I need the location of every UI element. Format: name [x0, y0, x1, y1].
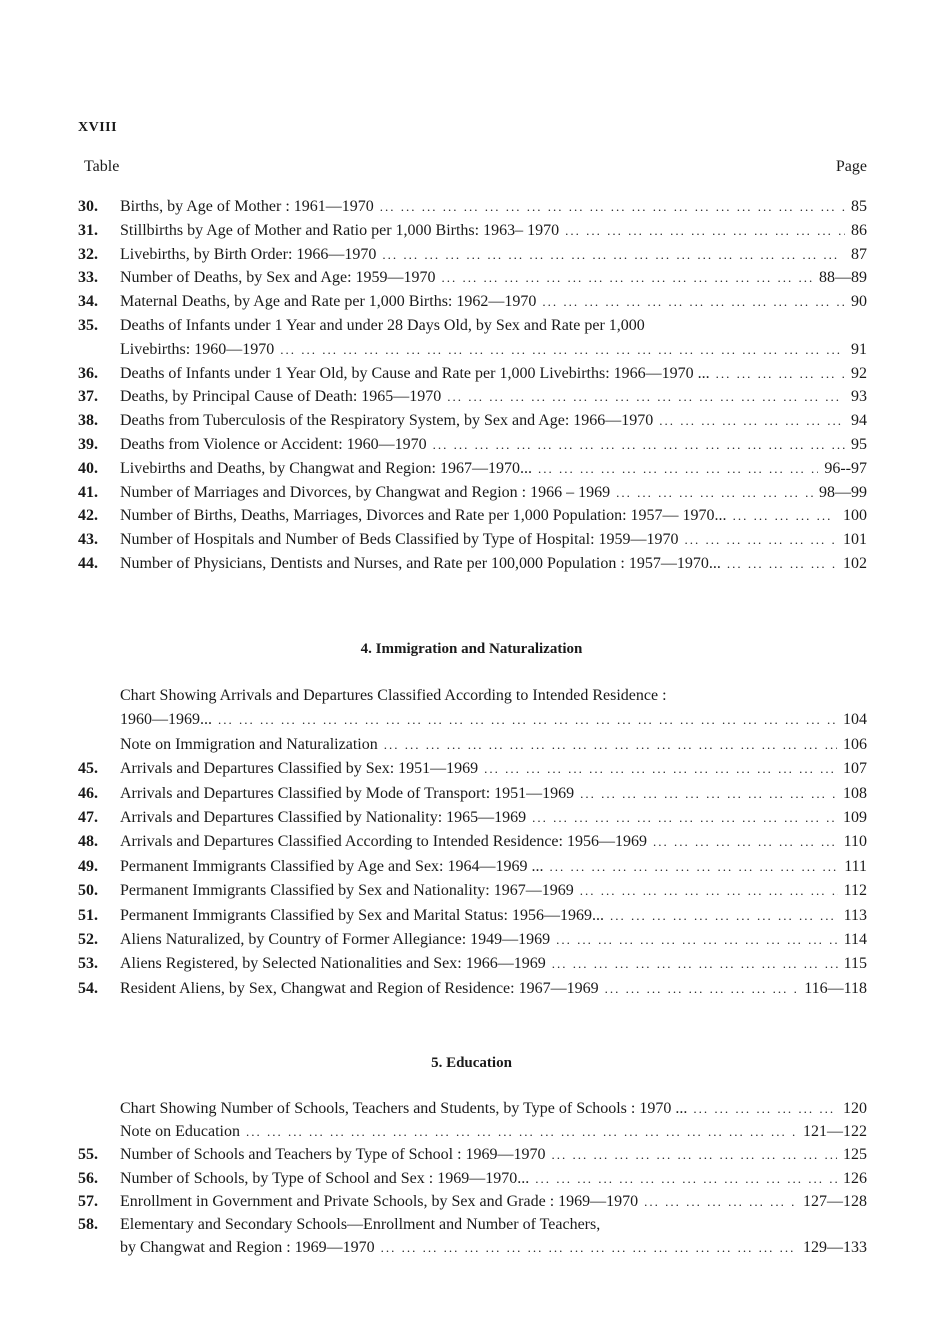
toc-entry-page: 108 [843, 784, 867, 802]
toc-entry-page: 93 [851, 388, 867, 406]
toc-entry-title: Deaths of Infants under 1 Year and under 28 Days Old, by Sex and Rate per 1,000 [120, 316, 645, 334]
toc-entry-page: 116—118 [804, 979, 867, 997]
toc-entry-title: Livebirths, by Birth Order: 1966—1970 [120, 245, 377, 263]
toc-entry [78, 952, 867, 976]
toc-entry-number: 34. [78, 293, 98, 311]
toc-entry [78, 290, 867, 314]
toc-entry-title: Deaths from Tuberculosis of the Respiratory System, by Sex and Age: 1966—1970 [120, 412, 654, 430]
toc-entry [78, 855, 867, 879]
toc-entry-title: Number of Schools, by Type of School and Sex : 1969—1970... [120, 1169, 530, 1187]
toc-entry-number: 51. [78, 906, 98, 924]
dot-leader [550, 855, 839, 878]
toc-entry-number: 44. [78, 554, 98, 572]
toc-entry [78, 1236, 867, 1259]
dot-leader [484, 757, 837, 780]
toc-entry-number: 31. [78, 221, 98, 239]
toc-entry [78, 314, 867, 338]
toc-entry-number: 48. [78, 833, 98, 851]
toc-entry-title: Deaths from Violence or Accident: 1960—1970 [120, 435, 427, 453]
toc-entry [78, 708, 867, 732]
toc-entry-title: Maternal Deaths, by Age and Rate per 1,000 Births: 1962—1970 [120, 293, 537, 311]
toc-entry-title: Aliens Registered, by Selected Nationalities and Sex: 1966—1969 [120, 955, 546, 973]
toc-entry-page: 121—122 [803, 1123, 867, 1141]
toc-entry-title: Number of Marriages and Divorces, by Changwat and Region : 1966 – 1969 [120, 483, 611, 501]
toc-entry-page: 94 [851, 412, 867, 430]
dot-leader [552, 1143, 837, 1166]
toc-entry-title: Chart Showing Number of Schools, Teachers and Students, by Type of Schools : 1970 ... [120, 1100, 688, 1117]
toc-entry [78, 879, 867, 903]
toc-entry-title: Note on Immigration and Naturalization [120, 735, 378, 753]
dot-leader [716, 362, 845, 385]
dot-leader [535, 1167, 837, 1190]
dot-leader [246, 1120, 797, 1143]
toc-entry-title: Deaths, by Principal Cause of Death: 1965—1970 [120, 388, 442, 406]
toc-entry-title: 1960—1969... [120, 711, 212, 729]
column-header [84, 158, 867, 176]
toc-entry-title: Number of Schools and Teachers by Type of School : 1969—1970 [120, 1146, 546, 1164]
toc-entry-number: 37. [78, 388, 98, 406]
section-heading-education: 5. Education [431, 1055, 512, 1071]
toc-entry-title: Deaths of Infants under 1 Year Old, by Cause and Rate per 1,000 Livebirths: 1966—1970 ... [120, 364, 710, 382]
toc-entry-number: 42. [78, 507, 98, 525]
toc-entry-number: 43. [78, 531, 98, 549]
page-number: XVIII [78, 120, 118, 135]
toc-entry [78, 904, 867, 928]
toc-entry-number: 49. [78, 857, 98, 875]
toc-entry-title: Arrivals and Departures Classified According to Intended Residence: 1956—1969 [120, 833, 647, 851]
toc-entry-page: 111 [844, 857, 867, 875]
toc-entry-page: 96--97 [824, 459, 867, 477]
toc-entry-number: 57. [78, 1192, 98, 1210]
toc-entry [78, 219, 867, 243]
toc-entry-number: 33. [78, 269, 98, 287]
toc-entry [78, 782, 867, 806]
toc-entry-page: 109 [843, 808, 867, 826]
toc-entry [78, 757, 867, 781]
dot-leader [685, 528, 837, 551]
toc-entry-number: 39. [78, 435, 98, 453]
dot-leader [552, 952, 838, 975]
toc-entry-title: Stillbirths by Age of Mother and Ratio per 1,000 Births: 1963– 1970 [120, 221, 560, 239]
toc-entry [78, 1143, 867, 1166]
dot-leader [565, 219, 845, 242]
toc-entry-page: 125 [843, 1146, 867, 1164]
toc-entry-number: 36. [78, 364, 98, 382]
toc-entry [78, 243, 867, 267]
toc-entry [78, 457, 867, 481]
toc-entry-title: Arrivals and Departures Classified by Mode of Transport: 1951—1969 [120, 784, 575, 802]
toc-entry-title: Permanent Immigrants Classified by Age and Sex: 1964—1969 ... [120, 857, 544, 875]
toc-entry-page: 91 [851, 340, 867, 358]
toc-entry [78, 195, 867, 219]
toc-entry [78, 1190, 867, 1213]
table-column-label: Table [84, 158, 120, 175]
toc-entry-number: 54. [78, 979, 98, 997]
toc-entry-title: Permanent Immigrants Classified by Sex and Nationality: 1967—1969 [120, 882, 574, 900]
dot-leader [442, 266, 813, 289]
toc-entry-page: 104 [843, 711, 867, 729]
toc-entry-title: Enrollment in Government and Private Schools, by Sex and Grade : 1969—1970 [120, 1192, 639, 1210]
toc-entry [78, 504, 867, 528]
toc-entry [78, 684, 867, 708]
toc-entry-number: 41. [78, 483, 98, 501]
toc-entry [78, 1213, 867, 1236]
dot-leader [538, 457, 818, 480]
toc-entry-page: 87 [851, 245, 867, 263]
toc-entry-page: 129—133 [803, 1239, 867, 1257]
toc-entry-number: 52. [78, 930, 98, 948]
toc-entry-number: 46. [78, 784, 98, 802]
toc-entry-page: 88—89 [819, 269, 867, 287]
toc-entry-title: by Changwat and Region : 1969—1970 [120, 1239, 375, 1257]
toc-entry-title: Aliens Naturalized, by Country of Former Allegiance: 1949—1969 [120, 930, 551, 948]
toc-entry [78, 362, 867, 386]
toc-entry-title: Note on Education [120, 1123, 240, 1141]
dot-leader [433, 433, 845, 456]
toc-entry-page: 115 [843, 955, 867, 973]
toc-entry-page: 126 [843, 1169, 867, 1187]
toc-entry-number: 35. [78, 316, 98, 334]
immigration-table-list [78, 684, 867, 1001]
dot-leader [218, 708, 837, 731]
toc-entry-title: Livebirths and Deaths, by Changwat and Region: 1967—1970... [120, 459, 532, 477]
dot-leader [693, 1097, 837, 1120]
toc-entry [78, 409, 867, 433]
toc-entry-page: 114 [843, 930, 867, 948]
toc-entry-title: Permanent Immigrants Classified by Sex and Marital Status: 1956—1969... [120, 906, 604, 924]
toc-entry-page: 100 [843, 507, 867, 525]
toc-entry-page: 112 [843, 882, 867, 900]
toc-entry-page: 106 [843, 735, 867, 753]
dot-leader [733, 504, 837, 527]
dot-leader [659, 409, 845, 432]
dot-leader [610, 904, 838, 927]
dot-leader [532, 806, 837, 829]
toc-entry-title: Arrivals and Departures Classified by Sex: 1951—1969 [120, 760, 479, 778]
toc-entry-number: 32. [78, 245, 98, 263]
education-table-list [78, 1097, 867, 1259]
toc-entry-page: 85 [851, 198, 867, 215]
dot-leader [605, 977, 799, 1000]
toc-entry [78, 266, 867, 290]
toc-entry-title: Resident Aliens, by Sex, Changwat and Region of Residence: 1967—1969 [120, 979, 599, 997]
toc-entry-number: 38. [78, 412, 98, 430]
dot-leader [280, 338, 845, 361]
toc-entry [78, 928, 867, 952]
toc-entry-number: 40. [78, 459, 98, 477]
toc-entry-page: 98—99 [819, 483, 867, 501]
toc-entry-title: Chart Showing Arrivals and Departures Classified According to Intended Residence : [120, 687, 667, 704]
toc-entry [78, 552, 867, 576]
toc-entry-page: 107 [843, 760, 867, 778]
dot-leader [380, 195, 845, 218]
dot-leader [556, 928, 837, 951]
toc-entry-page: 113 [843, 906, 867, 924]
toc-entry-number: 30. [78, 198, 98, 215]
toc-entry-number: 45. [78, 760, 98, 778]
toc-entry-title: Number of Deaths, by Sex and Age: 1959—1970 [120, 269, 436, 287]
section-heading-immigration: 4. Immigration and Naturalization [360, 641, 583, 657]
toc-entry [78, 1167, 867, 1190]
toc-entry-page: 90 [851, 293, 867, 311]
toc-entry [78, 481, 867, 505]
toc-entry-title: Number of Physicians, Dentists and Nurses, and Rate per 100,000 Population : 1957—1970... [120, 554, 721, 572]
toc-entry-number: 56. [78, 1169, 98, 1187]
toc-entry-page: 110 [843, 833, 867, 851]
toc-entry-title: Livebirths: 1960—1970 [120, 340, 275, 358]
toc-entry [78, 1097, 867, 1120]
toc-entry [78, 433, 867, 457]
toc-entry-title: Elementary and Secondary Schools—Enrollment and Number of Teachers, [120, 1215, 601, 1233]
dot-leader [644, 1190, 797, 1213]
dot-leader [727, 552, 837, 575]
toc-entry-title: Number of Births, Deaths, Marriages, Divorces and Rate per 1,000 Population: 1957— 1970... [120, 507, 727, 525]
toc-entry [78, 385, 867, 409]
toc-entry [78, 977, 867, 1001]
health-table-list [78, 195, 867, 576]
toc-entry [78, 1120, 867, 1143]
toc-entry [78, 733, 867, 757]
toc-entry [78, 528, 867, 552]
toc-entry [78, 338, 867, 362]
toc-entry-page: 86 [851, 221, 867, 239]
toc-entry-page: 102 [843, 554, 867, 572]
toc-entry-title: Arrivals and Departures Classified by Nationality: 1965—1969 [120, 808, 527, 826]
toc-entry-page: 92 [851, 364, 867, 382]
toc-entry [78, 830, 867, 854]
toc-entry-page: 120 [843, 1100, 867, 1117]
dot-leader [580, 782, 837, 805]
toc-entry-title: Number of Hospitals and Number of Beds Classified by Type of Hospital: 1959—1970 [120, 531, 679, 549]
dot-leader [447, 385, 845, 408]
toc-entry-number: 53. [78, 955, 98, 973]
page-column-label: Page [835, 158, 867, 175]
toc-entry-title: Births, by Age of Mother : 1961—1970 [120, 198, 374, 215]
dot-leader [542, 290, 845, 313]
dot-leader [616, 481, 813, 504]
dot-leader [580, 879, 838, 902]
dot-leader [384, 733, 837, 756]
toc-entry-number: 55. [78, 1146, 98, 1164]
toc-entry-page: 95 [851, 435, 867, 453]
dot-leader [653, 830, 838, 853]
toc-entry-page: 101 [843, 531, 867, 549]
toc-entry [78, 806, 867, 830]
toc-entry-number: 58. [78, 1215, 98, 1233]
toc-entry-number: 47. [78, 808, 98, 826]
toc-entry-page: 127—128 [803, 1192, 867, 1210]
dot-leader [382, 243, 845, 266]
toc-entry-number: 50. [78, 882, 98, 900]
dot-leader [381, 1236, 797, 1259]
